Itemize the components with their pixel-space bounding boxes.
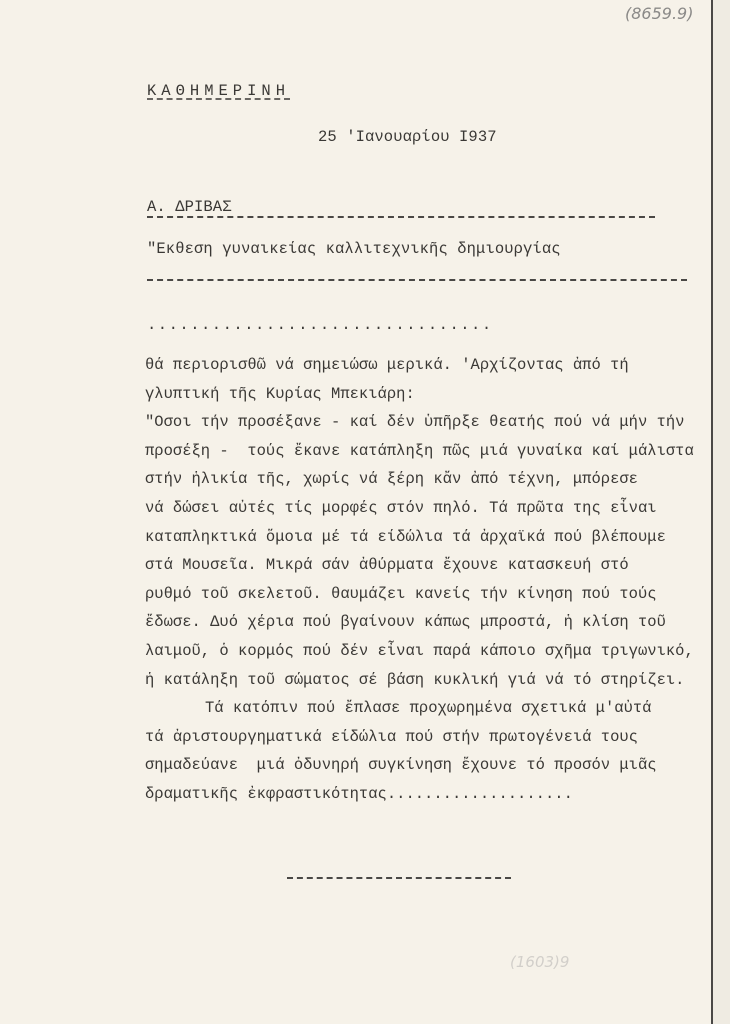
body-line: νά δώσει αὐτές τίς μορφές στόν πηλό. Τά πρῶτα της εἶναι — [145, 498, 657, 517]
body-line-indented: Τά κατόπιν πού ἔπλασε προχωρημένα σχετικά μ'αὐτά — [205, 699, 652, 718]
newspaper-name: ΚΑΘΗΜΕΡΙΝΗ — [147, 82, 291, 100]
body-line: γλυπτική τῆς Κυρίας Μπεκιάρη: — [145, 384, 415, 403]
page-edge-shadow — [713, 0, 730, 1024]
body-line: ἔδωσε. Δυό χέρια πού βγαίνουν κάπως μπροστά, ἡ κλίση τοῦ — [145, 613, 666, 632]
body-line: σημαδεύανε μιά ὀδυνηρή συγκίνηση ἔχουνε τό προσόν μιᾶς — [145, 756, 657, 775]
body-line: θά περιορισθῶ νά σημειώσω μερικά. 'Αρχίζοντας ἀπό τή — [145, 356, 629, 374]
author: Α. ΔΡΙΒΑΣ — [147, 198, 232, 216]
archive-note-top: (8659.9) — [625, 4, 694, 23]
body-line: "Οσοι τήν προσέξανε - καί δέν ὑπῆρξε θεατής πού νά μήν τήν — [145, 413, 685, 432]
dashed-rule — [147, 216, 655, 218]
headline: "Εκθεση γυναικείας καλλιτεχνικῆς δημιουργίας — [147, 240, 561, 258]
body-line: δραματικῆς ἐκφραστικότητας.................... — [145, 784, 573, 803]
body-line: προσέξη - τούς ἔκανε κατάπληξη πῶς μιά γυναίκα καί μάλιστα — [145, 441, 694, 460]
body-line: καταπληκτικά ὅμοια μέ τά είδώλια τά ἀρχαϊκά πού βλέπουμε — [145, 527, 666, 546]
body-line: ρυθμό τοῦ σκελετοῦ. θαυμάζει κανείς τήν κίνηση πού τούς — [145, 584, 657, 603]
body-line: στήν ἡλικία τῆς, χωρίς νά ξέρη κἄν ἀπό τέχνη, μπόρεσε — [145, 470, 638, 489]
article-body — [145, 356, 694, 814]
archive-note-bottom: (1603)9 — [510, 953, 570, 971]
body-line: ἡ κατάληξη τοῦ σώματος σέ βάση κυκλική γιά νά τό στηρίζει. — [145, 670, 685, 689]
body-line: στά Μουσεῖα. Μικρά σάν ἀθύρματα ἔχουνε κατασκευή στό — [145, 556, 629, 575]
body-line: τά ἀριστουργηματικά είδώλια πού στήν πρωτογένειά τους — [145, 727, 638, 746]
page-edge — [711, 0, 713, 1024]
closing-dashed-rule — [287, 877, 511, 879]
body-line: λαιμοῦ, ὁ κορμός πού δέν εἶναι παρά κάποιο σχῆμα τριγωνικό, — [145, 641, 694, 660]
date: 25 'Ιανουαρίου Ι937 — [318, 128, 497, 146]
dashed-rule — [147, 279, 687, 281]
ellipsis-line: ................................ — [147, 316, 493, 334]
